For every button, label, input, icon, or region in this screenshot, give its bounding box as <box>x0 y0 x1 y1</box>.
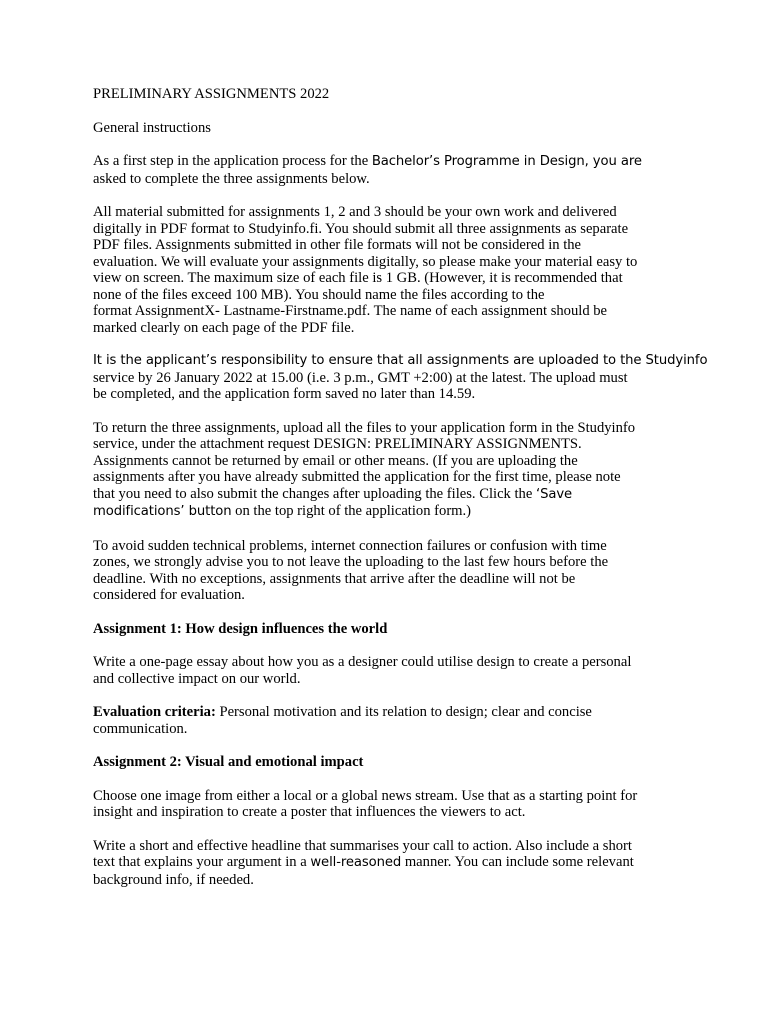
return-line <box>93 486 683 504</box>
avoid-line: zones, we strongly advise you to not leave the uploading to the last few hours before the <box>93 554 609 570</box>
return-line: Assignments cannot be returned by email or other means. (If you are uploading the <box>93 452 578 469</box>
headline-line: Write a short and effective headline that summarises your call to action. Also include a short <box>93 837 632 854</box>
headline-text: manner. You can include some relevant <box>401 854 634 870</box>
headline-line: background info, if needed. <box>93 871 254 888</box>
save-modifications-quote: ‘Save <box>535 486 573 502</box>
material-line: PDF files. Assignments submitted in other file formats will not be considered in the <box>93 237 582 253</box>
programme-name: Bachelor’s Programme in Design, you are <box>371 154 642 169</box>
material-line: All material submitted for assignments 1, 2 and 3 should be your own work and delivered <box>93 204 617 220</box>
criteria-line: communication. <box>93 720 188 737</box>
material-line: evaluation. We will evaluate your assignments digitally, so please make your material easy to <box>93 253 638 270</box>
avoid-line: To avoid sudden technical problems, internet connection failures or confusion with time <box>93 537 607 554</box>
document-title: PRELIMINARY ASSIGNMENTS 2022 <box>93 86 330 102</box>
general-instructions-heading: General instructions <box>93 119 211 136</box>
avoid-line: deadline. With no exceptions, assignments that arrive after the deadline will not be <box>93 570 576 587</box>
document-page <box>93 86 708 905</box>
return-line: To return the three assignments, upload all the files to your application form in the Studyinfo <box>93 419 636 436</box>
avoid-line: considered for evaluation. <box>93 587 245 603</box>
intro-line <box>93 153 683 171</box>
responsibility-paragraph <box>93 353 708 403</box>
criteria-text: Personal motivation and its relation to design; clear and concise <box>215 704 592 720</box>
return-text: on the top right of the application form.) <box>231 503 472 519</box>
evaluation-criteria <box>93 704 683 737</box>
return-line: service, under the attachment request DESIGN: PRELIMINARY ASSIGNMENTS. <box>93 436 582 452</box>
intro-line: asked to complete the three assignments below. <box>93 170 370 187</box>
material-line: format AssignmentX- Lastname-Firstname.pdf. The name of each assignment should be <box>93 303 608 319</box>
assignment1-line: Write a one-page essay about how you as a designer could utilise design to create a personal <box>93 654 632 670</box>
material-line: digitally in PDF format to Studyinfo.fi. You should submit all three assignments as separate <box>93 220 629 237</box>
headline-paragraph <box>93 838 683 889</box>
headline-line <box>93 854 683 872</box>
return-text: that you need to also submit the changes after uploading the files. Click the <box>93 485 536 502</box>
responsibility-line: It is the applicant’s responsibility to ensure that all assignments are uploaded to the Studyinfo <box>93 353 708 368</box>
assignment2-line: insight and inspiration to create a poster that influences the viewers to act. <box>93 804 526 820</box>
avoid-paragraph <box>93 538 683 604</box>
material-line: none of the files exceed 100 MB). You should name the files according to the <box>93 286 545 303</box>
responsibility-line: service by 26 January 2022 at 15.00 (i.e. 3 p.m., GMT +2:00) at the latest. The upload must <box>93 369 628 386</box>
intro-paragraph <box>93 153 683 187</box>
intro-text: As a first step in the application process for the <box>93 153 372 169</box>
well-reasoned-text: well-reasoned <box>310 855 402 870</box>
material-paragraph <box>93 204 683 336</box>
material-line: view on screen. The maximum size of each file is 1 GB. (However, it is recommended that <box>93 270 623 286</box>
material-line: marked clearly on each page of the PDF file. <box>93 319 355 336</box>
save-modifications-quote: modifications’ button <box>93 504 232 519</box>
criteria-line <box>93 704 683 721</box>
headline-text: text that explains your argument in a <box>93 854 311 870</box>
assignment2-body <box>93 788 683 821</box>
assignment2-heading: Assignment 2: Visual and emotional impact <box>93 754 364 770</box>
assignment1-heading: Assignment 1: How design influences the world <box>93 620 388 637</box>
responsibility-line: be completed, and the application form saved no later than 14.59. <box>93 386 476 402</box>
criteria-label: Evaluation criteria: <box>93 704 216 720</box>
assignment1-line: and collective impact on our world. <box>93 670 301 687</box>
assignment1-body <box>93 654 683 687</box>
assignment2-line: Choose one image from either a local or a global news stream. Use that as a starting point for <box>93 787 638 804</box>
return-paragraph <box>93 420 683 521</box>
return-line <box>93 503 683 521</box>
return-line: assignments after you have already submitted the application for the first time, please note <box>93 469 621 485</box>
